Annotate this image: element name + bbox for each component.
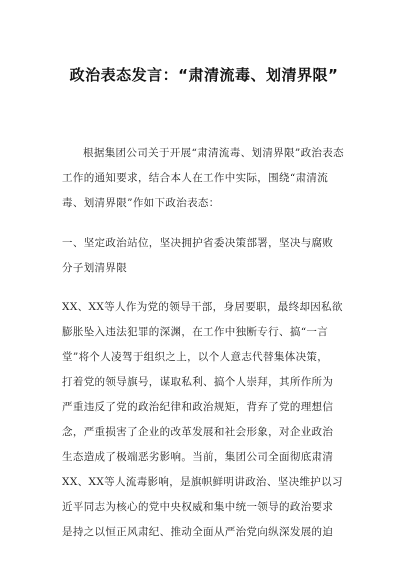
intro-paragraph bbox=[62, 141, 362, 216]
body-line: 堂”将个人凌驾于组织之上，以个人意志代替集体决策， bbox=[62, 351, 329, 363]
body-paragraph bbox=[62, 295, 362, 545]
body-line: 是持之以恒正风肃纪、推动全面从严治党向纵深发展的迫 bbox=[62, 526, 334, 538]
intro-line: 工作的通知要求，结合本人在工作中实际，围绕“肃清流 bbox=[62, 172, 329, 184]
section-heading-line: 一、坚定政治站位，坚决拥护省委决策部署，坚决与腐败 bbox=[62, 237, 334, 249]
intro-line: 根据集团公司关于开展“肃清流毒、划清界限”政治表态 bbox=[83, 147, 344, 159]
section-heading bbox=[62, 231, 362, 281]
body-line: 打着党的领导旗号，谋取私利、搞个人崇拜，其所作所为 bbox=[62, 376, 334, 388]
intro-line: 毒、划清界限”作如下政治表态： bbox=[62, 197, 220, 209]
document-title: 政治表态发言：“肃清流毒、划清界限” bbox=[69, 66, 339, 84]
body-line: 严重违反了党的政治纪律和政治规矩，背弃了党的理想信 bbox=[62, 401, 334, 413]
body-line: XX、XX等人流毒影响，是旗帜鲜明讲政治、坚决维护以习 bbox=[62, 476, 343, 488]
body-line: XX、XX等人作为党的领导干部，身居要职，最终却因私欲 bbox=[62, 301, 343, 313]
body-line: 膨胀坠入违法犯罪的深渊，在工作中独断专行、搞“一言 bbox=[62, 326, 329, 338]
body-line: 生态造成了极端恶劣影响。当前，集团公司全面彻底肃清 bbox=[62, 451, 334, 463]
section-heading-line: 分子划清界限 bbox=[62, 262, 128, 274]
body-line: 念，严重损害了企业的改革发展和社会形象，对企业政治 bbox=[62, 426, 334, 438]
body-line: 近平同志为核心的党中央权威和集中统一领导的政治要求 bbox=[62, 501, 334, 513]
